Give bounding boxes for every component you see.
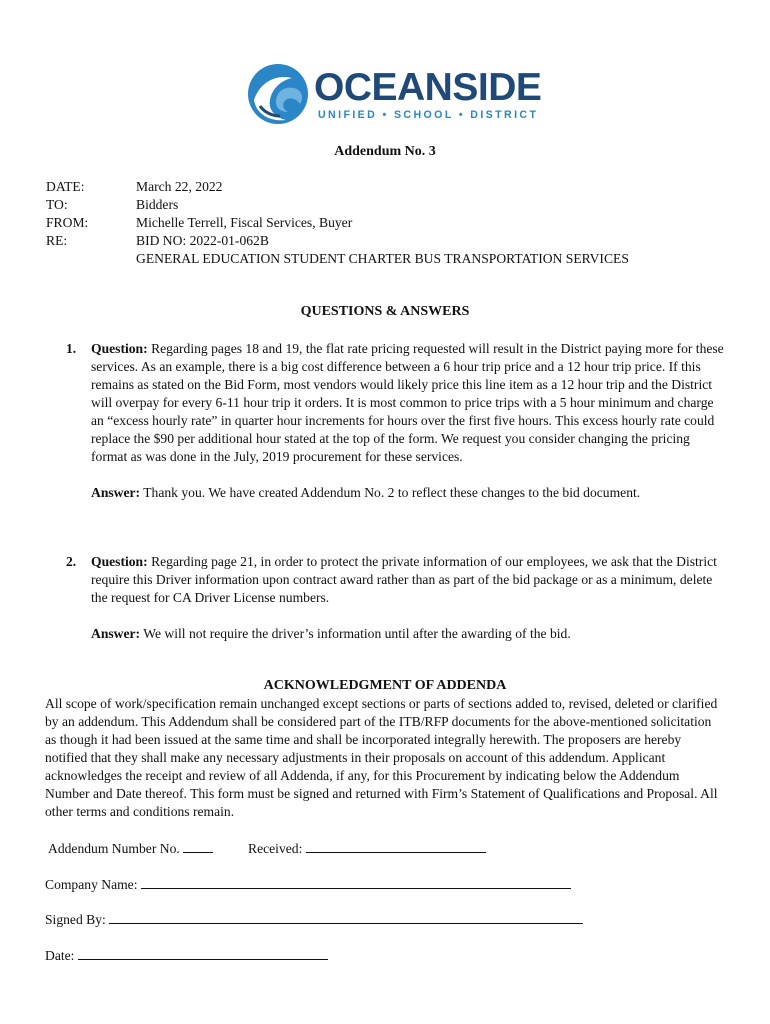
question-text: Regarding page 21, in order to protect the private information of our employees, we ask that the District require this Driver information upon contract award rather than as part of the bid package or as a minimum, delete the request for CA Driver License numbers. (91, 554, 717, 605)
memo-label: DATE: (46, 179, 85, 194)
acknowledgment-heading: ACKNOWLEDGMENT OF ADDENDA (263, 678, 507, 693)
answer-label: Answer: (91, 485, 141, 500)
addendum-number-blank[interactable] (183, 839, 213, 853)
question-label: Question: (91, 554, 148, 569)
answer-label: Answer: (91, 626, 141, 641)
qa-heading: QUESTIONS & ANSWERS (300, 304, 470, 319)
date-label: Date: (45, 948, 75, 963)
acknowledgment-text: All scope of work/specification remain unchanged except sections or parts of sections added to, revised, deleted or clarified by an addendum. This Addendum shall be considered part of the ITB/RFP documents for the above-mentioned solicitation as though it had been issued at the same time and shall be incorporated integrally herewith. The proposers are hereby notified that they shall make any necessary adjustments in their proposals on account of this addendum. Applicant acknowledges the receipt and review of all Addenda, if any, for this Procurement by indicating below the Addendum Number and Date thereof. This form must be signed and returned with Firm’s Statement of Qualifications and Proposal. All other terms and conditions remain. (45, 696, 718, 819)
company-name-blank[interactable] (141, 875, 571, 889)
memo-value: GENERAL EDUCATION STUDENT CHARTER BUS TRANSPORTATION SERVICES (136, 251, 629, 266)
memo-label: RE: (46, 233, 68, 248)
date-field (45, 946, 328, 965)
company-name-label: Company Name: (45, 877, 138, 892)
memo-row-date (46, 178, 629, 196)
question-number: 2. (66, 554, 77, 569)
memo-value: Bidders (136, 197, 179, 212)
question-number: 1. (66, 341, 77, 356)
question-text: Regarding pages 18 and 19, the flat rate pricing requested will result in the District paying more for these services. As an example, there is a big cost difference between a 6 hour trip price and a 12 hour trip price. If this remains as stated on the Bid Form, most vendors would likely price this line item as a 12 hour trip and the District will overpay for every 6-11 hour trip it orders. It is most common to price trips with a 5 hour minimum and charge an “excess hourly rate” in quarter hour increments for hours over the first five hours. This excess hourly rate could replace the $90 per additional hour stated at the top of the form. We request you consider changing the pricing format as was done in the July, 2019 procurement for these services. (91, 341, 724, 464)
signed-by-label: Signed By: (45, 912, 106, 927)
received-field (248, 839, 486, 858)
question-paragraph (91, 553, 726, 607)
question-paragraph (91, 340, 726, 466)
oceanside-wave-logo-icon (246, 62, 310, 126)
memo-label: TO: (46, 197, 68, 212)
memo-row-from (46, 214, 629, 232)
logo-name: OCEANSIDE (314, 66, 542, 109)
memo-value: BID NO: 2022-01-062B (136, 233, 269, 248)
addendum-title: Addendum No. 3 (334, 144, 436, 159)
question-label: Question: (91, 341, 148, 356)
district-logo (246, 62, 542, 128)
answer-paragraph (91, 625, 726, 643)
date-blank[interactable] (78, 946, 328, 960)
answer-text: We will not require the driver’s information until after the awarding of the bid. (143, 626, 571, 641)
memo-label: FROM: (46, 215, 89, 230)
memo-label (46, 250, 136, 268)
memo-value: March 22, 2022 (136, 179, 223, 194)
question-item (66, 340, 726, 502)
logo-subtitle: UNIFIED • SCHOOL • DISTRICT (318, 109, 539, 121)
memo-row-subject (46, 250, 629, 268)
signed-by-field (45, 910, 583, 929)
memo-row-re (46, 232, 629, 250)
question-item (66, 553, 726, 643)
received-blank[interactable] (306, 839, 486, 853)
company-name-field (45, 875, 571, 894)
memo-block (46, 178, 629, 268)
addendum-number-field (48, 839, 213, 858)
addendum-number-label: Addendum Number No. (48, 841, 180, 856)
memo-row-to (46, 196, 629, 214)
answer-paragraph (91, 484, 726, 502)
signed-by-blank[interactable] (109, 910, 583, 924)
memo-value: Michelle Terrell, Fiscal Services, Buyer (136, 215, 353, 230)
received-label: Received: (248, 841, 303, 856)
answer-text: Thank you. We have created Addendum No. 2 to reflect these changes to the bid document. (143, 485, 641, 500)
